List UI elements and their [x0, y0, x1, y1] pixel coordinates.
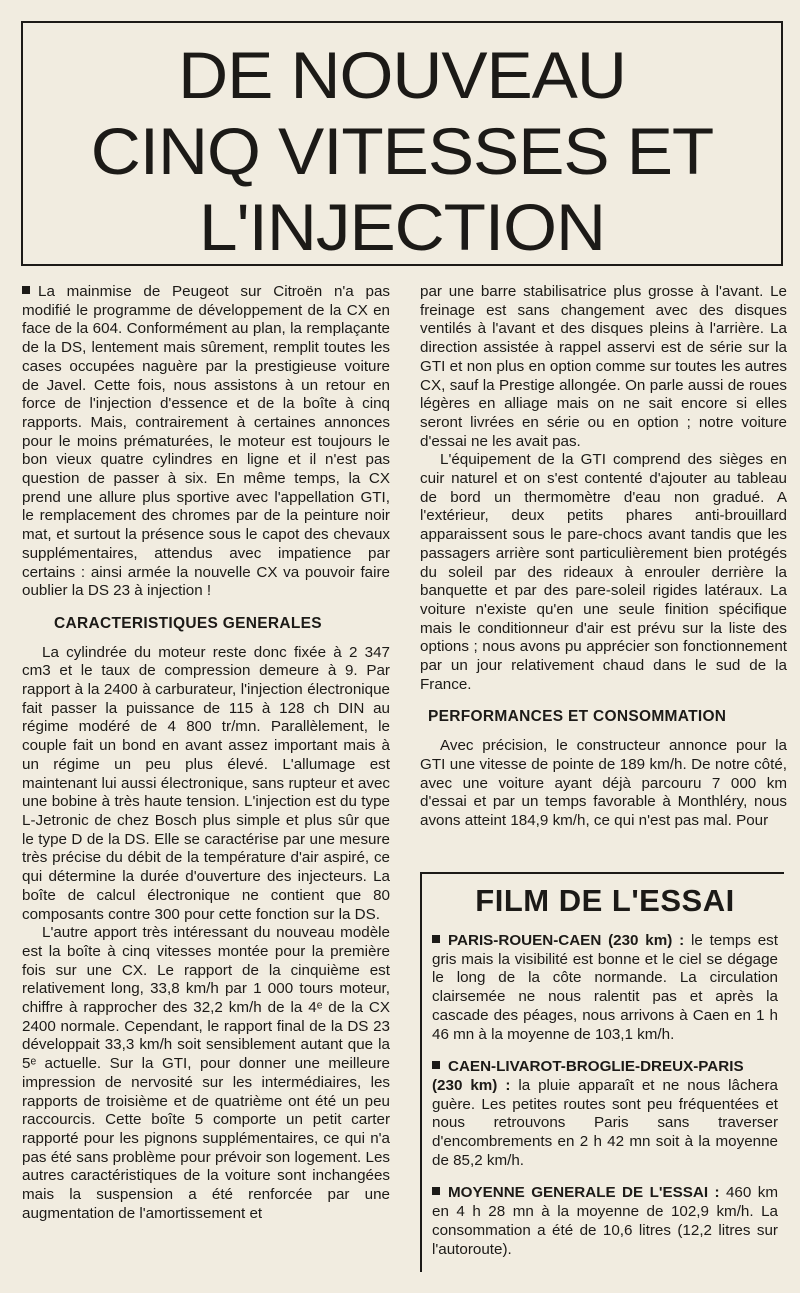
intro-paragraph	[22, 283, 390, 601]
body-paragraph: La cylindrée du moteur reste donc fixée à 2 347 cm3 et le taux de compression demeure à 9. Par rapport à la 2400 à carburateur, l'injection électronique fait passer la puissance de 115 à 128 ch DIN au régime modéré de 4 800 tr/mn. Parallèlement, le couple fait un bond en avant assez important mais à un régime un peu plus élevé. L'allumage est maintenant lui aussi électronique, sans rupteur et avec une bobine à très haute tension. L'injection est du type L-Jetronic de chez Bosch plus simple et plus sûr que le type D de la DS. Elle se caractérise par une mesure très précise du débit de la température d'air aspiré, ce qui détermine la durée d'ouverture des injecteurs. La boîte de calcul électronique ne contient que 80 composants contre 300 pour cette fonction sur la DS.	[22, 643, 390, 923]
film-entry	[432, 932, 778, 1044]
section-heading-general: CARACTERISTIQUES GENERALES	[54, 614, 322, 632]
title-line-1: DE NOUVEAU	[178, 38, 626, 112]
left-column	[22, 283, 390, 1223]
intro-text: La mainmise de Peugeot sur Citroën n'a pas modifié le programme de développement de la CX en face de la 604. Conformément au plan, la remplaçante de la DS, lentement mais sûrement, remplit toutes les cases occupées naguère par la prestigieuse voiture de Javel. Cette fois, nous assistons à un retour en force de l'injection d'essence et de la boîte à cinq rapports. Mais, contrairement à certaines annonces pour le moins prématurées, le moteur est toujours le bon vieux quatre cylindres en ligne et il n'est pas question de passer à six. En même temps, la CX prend une allure plus sportive avec l'appellation GTI, le remplacement des chromes par de la peinture noir mat, et surtout la présence sous le capot des chevaux supplémentaires, attendus avec impatience par certains : ainsi armée la nouvelle CX va pouvoir faire oublier la DS 23 à injection !	[22, 283, 390, 600]
film-entry-head: PARIS-ROUEN-CAEN (230 km) :	[448, 932, 685, 949]
title-frame	[21, 21, 783, 266]
film-entry-head: MOYENNE GENERALE DE L'ESSAI :	[448, 1184, 720, 1202]
body-paragraph: L'équipement de la GTI comprend des sièges en cuir naturel et on s'est contenté d'ajouter au tableau de bord un thermomètre d'eau non gradué. A l'extérieur, deux petits phares anti-brouillard apparaissent sous le pare-chocs avant tandis que les passagers arrière sont particulièrement bien protégés du soleil par des rideaux à enrouler derrière la banquette et par des pare-soleil rigides latéraux. La voiture n'existe qu'en une seule finition spécifique mais le conditionneur d'air est prévu sur la liste des options ; nous avons pu apprécier son fonctionnement par un jour relativement chaud dans le sud de la France.	[420, 451, 787, 693]
film-entry-text: 460 km en 4 h 28 mn à la moyenne de 102,9 km/h. La consommation a été de 10,6 litres (12,2 litres sur l'autoroute).	[432, 1184, 778, 1258]
title-line-3: L'INJECTION	[199, 190, 605, 264]
title-line-2: CINQ VITESSES ET	[90, 114, 714, 188]
bullet-icon	[432, 1061, 440, 1069]
film-sidebar	[420, 872, 784, 1272]
right-column	[420, 283, 787, 831]
bullet-icon	[432, 935, 440, 943]
film-entry-head: CAEN-LIVAROT-BROGLIE-DREUX-PARIS (230 km) :	[432, 1058, 744, 1094]
body-paragraph: Avec précision, le constructeur annonce pour la GTI une vitesse de pointe de 189 km/h. De notre côté, avec une voiture ayant déjà parcouru 7 000 km d'essai et par un temps favorable à Monthléry, nous avons atteint 184,9 km/h, ce qui n'est pas mal. Pour	[420, 737, 787, 829]
film-entry-text: le temps est gris mais la visibilité est bonne et le ciel se dégage le long de la côte normande. La circulation clairsemée ne nous ralentit pas et après la cascade des péages, nous arrivons à Caen en 1 h 46 mn à la moyenne de 103,1 km/h.	[432, 932, 778, 1043]
bullet-icon	[22, 286, 30, 294]
body-paragraph: L'autre apport très intéressant du nouveau modèle est la boîte à cinq vitesses montée pour la première fois sur une CX. Le rapport de la cinquième est relativement long, 33,8 km/h par 1 000 tours moteur, chiffre à rapprocher des 32,2 km/h de la 4ᵉ de la CX 2400 normale. Cependant, le rapport final de la DS 23 développait 33,3 km/h soit sensiblement autant que la 5ᵉ actuelle. Sur la GTI, pour donner une meilleure impression de nervosité sur les intermédiaires, les rapports de troisième et de quatrième ont été un peu raccourcis. Cette boîte 5 comporte un petit carter rapporté pour les pignons supplémentaires, ce qui n'a pas été sans problème pour prévoir son logement. Les autres caractéristiques de la voiture sont inchangées mais la suspension a été renforcée par une augmentation de l'amortissement et	[22, 924, 390, 1222]
section-heading-performance: PERFORMANCES ET CONSOMMATION	[428, 708, 727, 726]
bullet-icon	[432, 1187, 440, 1195]
film-entry-text: la pluie apparaît et ne nous lâchera guère. Les petites routes sont peu fréquentées et nous retrouvons Paris sans traverser d'encombrements en 2 h 42 mn soit à la moyenne de 85,2 km/h.	[432, 1076, 778, 1169]
film-entry	[432, 1058, 778, 1170]
article-title	[4, 37, 800, 265]
film-entry	[432, 1184, 778, 1259]
film-title: FILM DE L'ESSAI	[475, 883, 735, 918]
body-paragraph: par une barre stabilisatrice plus grosse à l'avant. Le freinage est sans changement avec des disques ventilés à l'avant et des disques pleins à l'arrière. La direction assistée à rappel asservi est de série sur la GTI et non plus en option comme sur toutes les autres CX, sauf la Prestige allongée. On parle aussi de roues légères en alliage mais on ne sait encore si elles seront livrées en série ou en option ; notre voiture d'essai ne les avait pas.	[420, 283, 787, 450]
